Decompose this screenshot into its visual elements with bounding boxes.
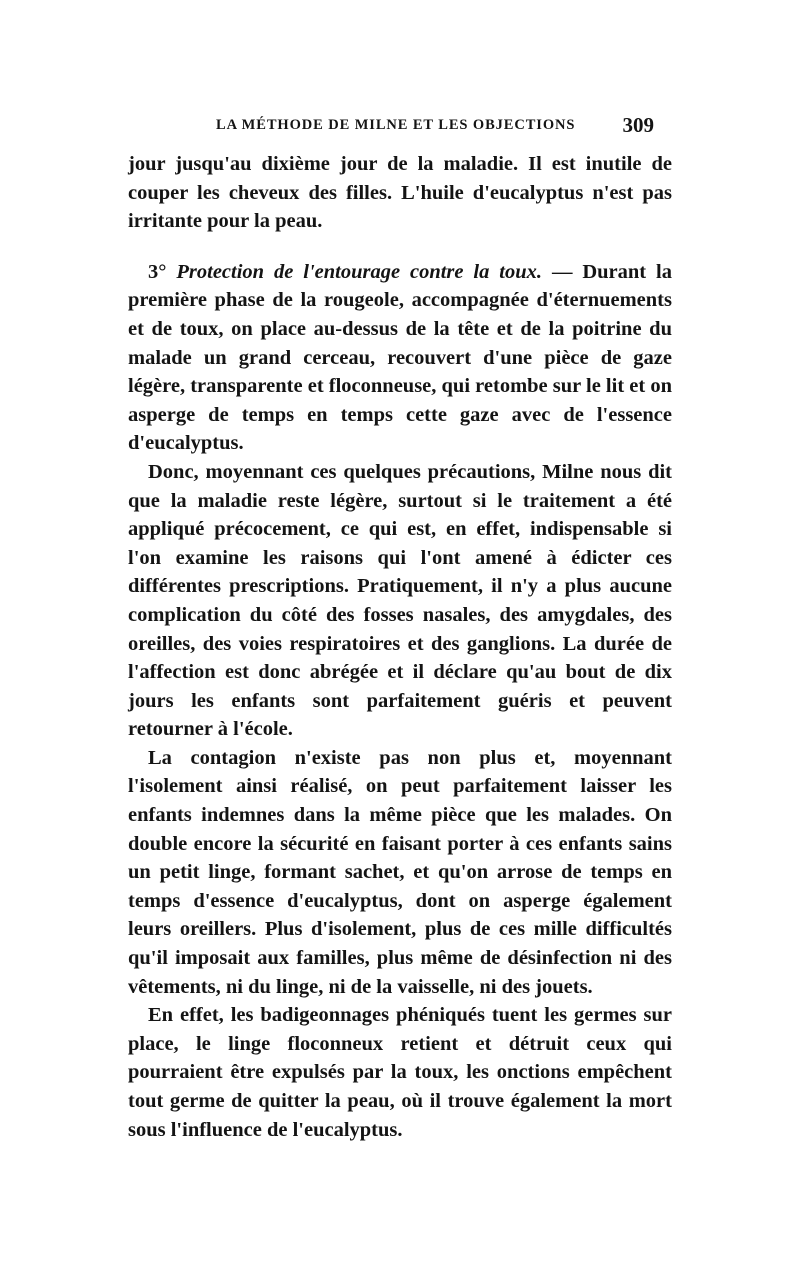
body-text [128, 150, 672, 1144]
paragraph-3: Donc, moyennant ces quelques précautions, Milne nous dit que la maladie reste légère, surtout si le traitement a été appliqué précocement, ce qui est, en effet, indispensable si l'on examine les raisons qui l'ont amené à édicter ces différentes prescriptions. Pratiquement, il n'y a plus aucune complication du côté des fosses nasales, des amygdales, des oreilles, des voies respiratoires et des ganglions. La durée de l'affection est donc abrégée et il déclare qu'au bout de dix jours les enfants sont parfaitement guéris et peuvent retourner à l'école. [128, 460, 672, 741]
running-head [128, 113, 654, 143]
paragraph-2 [128, 258, 672, 458]
paragraph-1: jour jusqu'au dixième jour de la maladie. Il est inutile de couper les cheveux des filles. L'huile d'eucalyptus n'est pas irritante pour la peau. [128, 153, 672, 233]
running-title: LA MÉTHODE DE MILNE ET LES OBJECTIONS [216, 117, 576, 133]
paragraph-2-text: — Durant la première phase de la rougeole, accompagnée d'éternuements et de toux, on place au-dessus de la tête et de la poitrine du malade un grand cerceau, recouvert d'une pièce de gaze légère, transparente et floconneuse, qui retombe sur le lit et on asperge de temps en temps cette gaze avec de l'essence d'eucalyptus. [128, 260, 673, 455]
section-number: 3° [148, 260, 167, 283]
page-number: 309 [622, 113, 654, 137]
section-heading: Protection de l'entourage contre la toux. [176, 260, 543, 283]
paragraph-5: En effet, les badigeonnages phéniqués tuent les germes sur place, le linge floconneux retient et détruit ceux qui pourraient être expulsés par la toux, les onctions empêchent tout germe de quitter la peau, où il trouve également la mort sous l'influence de l'eucalyptus. [128, 1004, 672, 1141]
paragraph-4: La contagion n'existe pas non plus et, moyennant l'isolement ainsi réalisé, on peut parfaitement laisser les enfants indemnes dans la même pièce que les malades. On double encore la sécurité en faisant porter à ces enfants sains un petit linge, formant sachet, et qu'on arrose de temps en temps d'essence d'eucalyptus, dont on asperge également leurs oreillers. Plus d'isolement, plus de ces mille difficultés qu'il imposait aux familles, plus même de désinfection ni des vêtements, ni du linge, ni de la vaisselle, ni des jouets. [128, 746, 672, 998]
